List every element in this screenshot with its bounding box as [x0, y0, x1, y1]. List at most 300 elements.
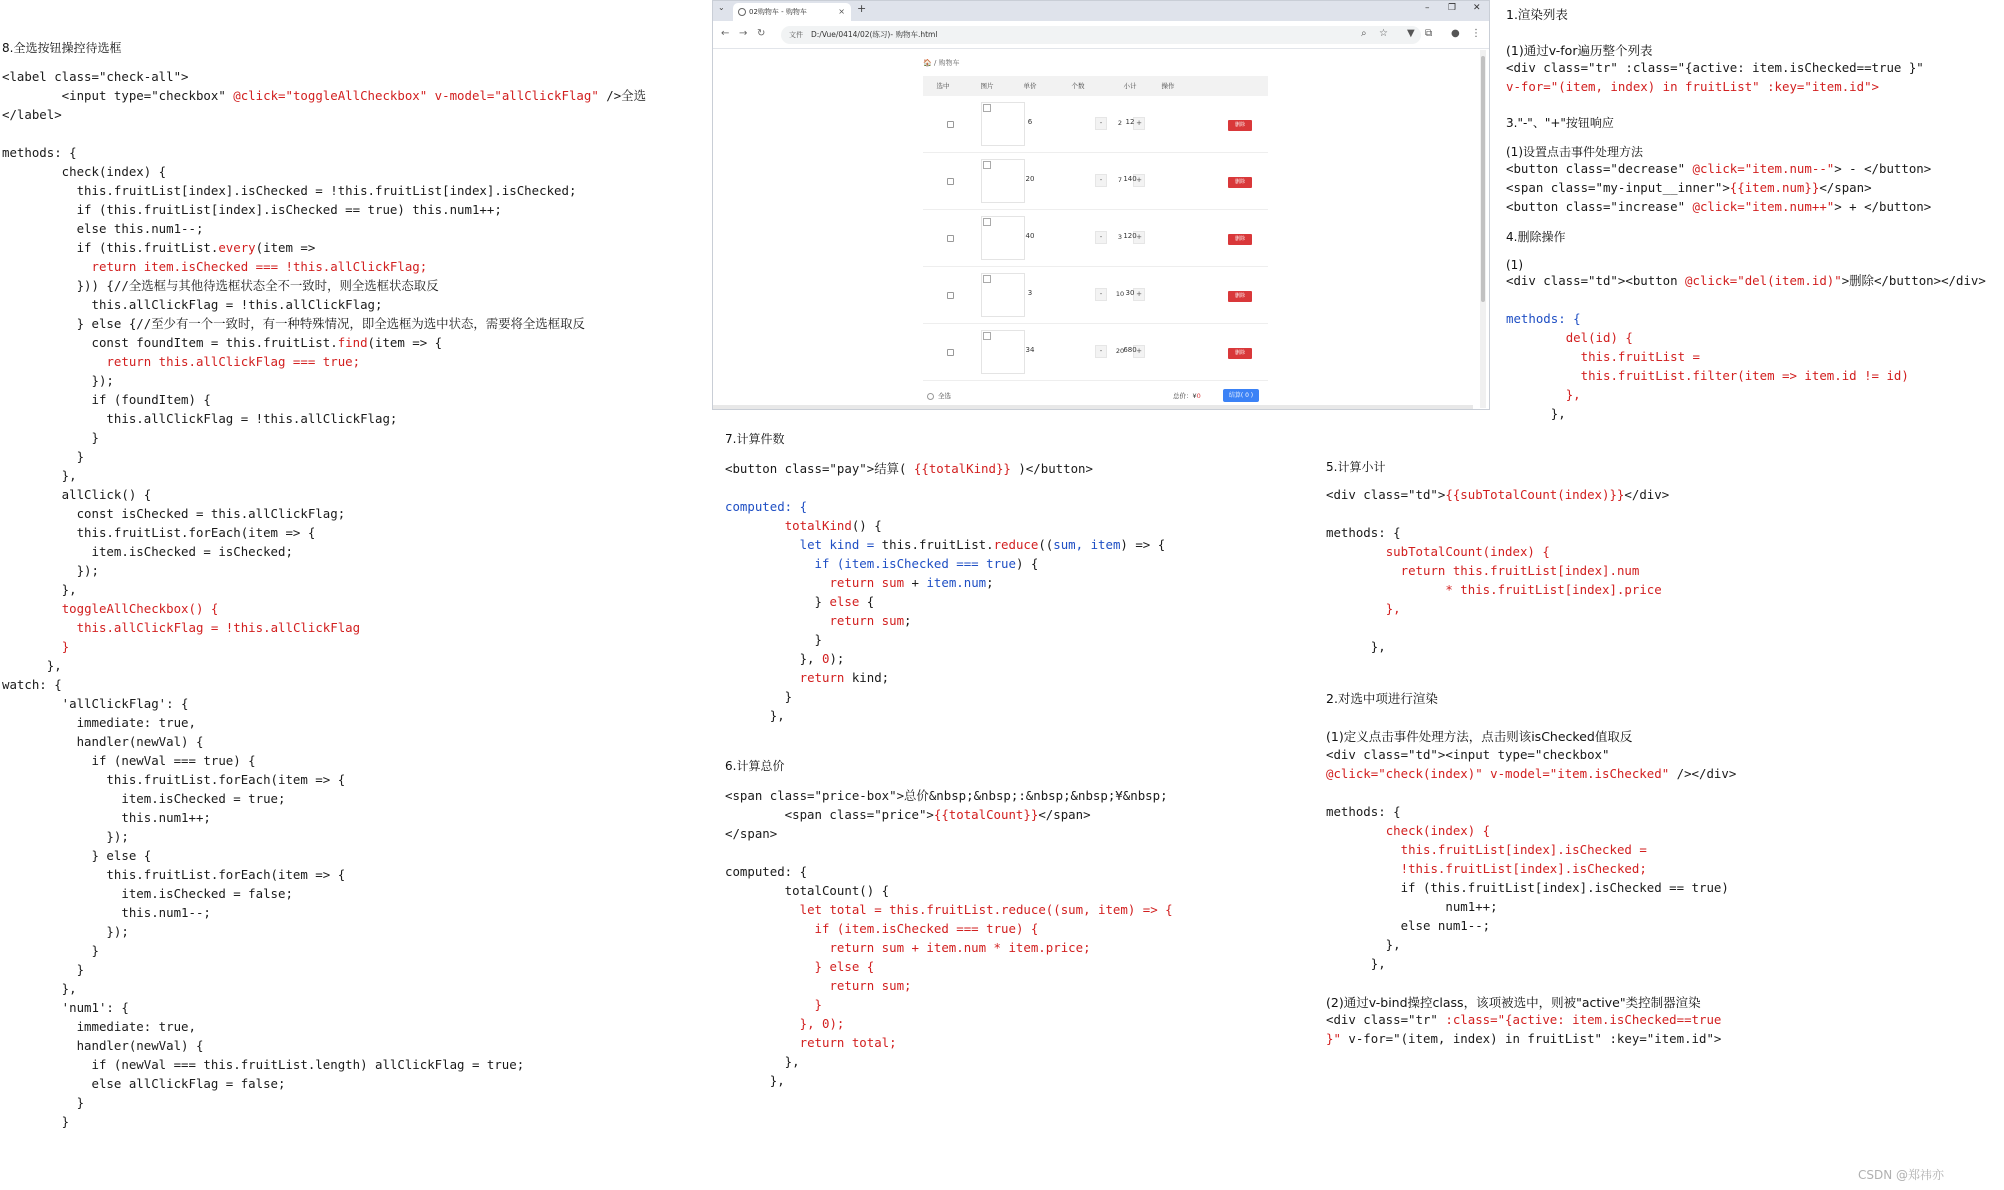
code-token: }: [2, 430, 99, 445]
code-line: [725, 995, 1173, 1014]
row-checkbox[interactable]: [947, 292, 954, 299]
code-token: [725, 978, 829, 993]
code-token: },: [1326, 639, 1386, 654]
globe-icon: [738, 8, 746, 16]
code-token: v-for="(item, index) in fruitList" :key="item.id">: [1340, 1031, 1722, 1046]
code-line: [725, 805, 1173, 824]
code-token: [2, 354, 106, 369]
code-token: [725, 959, 815, 974]
column-header: 操作: [1161, 82, 1175, 90]
code-token: return sum: [829, 613, 905, 628]
code-line: [2, 257, 646, 276]
delete-button[interactable]: 删除: [1228, 120, 1252, 131]
profile-icon[interactable]: ●: [1451, 28, 1460, 39]
code-token: [1326, 842, 1401, 857]
quantity-value: 10: [1115, 290, 1125, 298]
increase-button[interactable]: +: [1133, 174, 1145, 187]
code-line: [2, 846, 646, 865]
code-token: });: [2, 373, 114, 388]
code-line: [2, 1017, 646, 1036]
code-line: [2, 295, 646, 314]
code-line: [2, 67, 646, 86]
column-header: 选中: [936, 82, 950, 90]
zoom-icon[interactable]: ⌕: [1361, 28, 1367, 39]
code-line: [1506, 197, 1931, 216]
code-line: [1506, 290, 1986, 309]
delete-button[interactable]: 删除: [1228, 234, 1252, 245]
code-line: [1326, 802, 1736, 821]
code-token: <button class="decrease": [1506, 161, 1693, 176]
code-token: [725, 1035, 800, 1050]
code-token: </span>: [725, 826, 778, 841]
section-3-subtitle: (1)设置点击事件处理方法: [1506, 145, 1643, 159]
code-token: <div class="tr" :class="{active: item.isChecked==true }": [1506, 60, 1924, 75]
code-token: [725, 1016, 800, 1031]
product-image: [981, 330, 1025, 374]
code-token: reduce: [993, 537, 1039, 552]
section-1-subtitle: (1)通过v-for遍历整个列表: [1506, 43, 1653, 58]
star-icon[interactable]: ☆: [1379, 28, 1388, 39]
code-token: computed: {: [725, 499, 808, 514]
code-token: [725, 537, 800, 552]
code-token: return this.allClickFlag === true;: [106, 354, 361, 369]
code-token: return item.isChecked === !this.allClickFlag;: [91, 259, 428, 274]
code-line: [2, 352, 646, 371]
code-line: [2, 808, 646, 827]
code-token: [1326, 544, 1386, 559]
code-line: [2, 542, 646, 561]
code-token: } else {: [814, 959, 875, 974]
decrease-button[interactable]: -: [1095, 174, 1107, 187]
code-line: [2, 238, 646, 257]
product-image: [981, 273, 1025, 317]
code-line: [2, 124, 646, 143]
code-line: [725, 478, 1165, 497]
menu-icon[interactable]: ⋮: [1471, 28, 1481, 39]
code-token: check(index) {: [1385, 823, 1491, 838]
code-token: </label>: [2, 107, 62, 122]
code-line: [725, 919, 1173, 938]
section-2-subtitle: (1)定义点击事件处理方法，点击则该isChecked值取反: [1326, 729, 1633, 744]
code-line: [1326, 1010, 1721, 1029]
increase-button[interactable]: +: [1133, 231, 1145, 244]
code-token: if (this.fruitList[index].isChecked == true): [1326, 880, 1729, 895]
code-line: [2, 599, 646, 618]
code-token: else this.num1--;: [2, 221, 204, 236]
code-token: ) {: [1015, 556, 1039, 571]
code-token: [1326, 823, 1386, 838]
code-line: [725, 706, 1165, 725]
code-token: <div class="tr": [1326, 1012, 1446, 1027]
code-token: () {: [851, 518, 882, 533]
close-tab-icon[interactable]: ×: [838, 7, 845, 16]
code-token: (item => {: [367, 335, 443, 350]
section-4-title: 4.删除操作: [1506, 230, 1566, 244]
code-token: }: [2, 943, 99, 958]
code-token: methods: {: [2, 145, 77, 160]
code-line: [2, 143, 646, 162]
increase-button[interactable]: +: [1133, 345, 1145, 358]
code-token: let total = this.fruitList.reduce((sum, item) => {: [799, 902, 1173, 917]
code-token: if (item.isChecked === true: [814, 556, 1016, 571]
code-token: > - </button>: [1834, 161, 1932, 176]
code-token: [1506, 349, 1581, 364]
code-line: [1326, 745, 1736, 764]
code-token: subTotalCount(index) {: [1385, 544, 1550, 559]
unit-price: 20: [1025, 175, 1035, 183]
section-3-title: 3."-"、"+"按钮响应: [1506, 116, 1614, 130]
code-line: [1326, 916, 1736, 935]
code-line: [2, 276, 646, 295]
code-line: [725, 1052, 1173, 1071]
code-token: }: [2, 1114, 70, 1129]
code-token: const foundItem = this.fruitList.: [2, 335, 338, 350]
code-token: totalKind: [784, 518, 852, 533]
increase-button[interactable]: +: [1133, 288, 1145, 301]
code-token: },: [1565, 387, 1581, 402]
code-token: this.fruitList.: [881, 537, 994, 552]
code-token: </div>: [1624, 487, 1670, 502]
code-token: });: [2, 829, 129, 844]
scroll-thumb[interactable]: [1481, 56, 1485, 302]
browser-window: [712, 0, 1490, 410]
code-line: [2, 466, 646, 485]
code-line: [725, 611, 1165, 630]
code-line: [1326, 618, 1669, 637]
url-field[interactable]: [781, 26, 1421, 44]
code-token: [1326, 563, 1401, 578]
code-token: methods: {: [1326, 804, 1401, 819]
unit-price: 40: [1025, 232, 1035, 240]
code-token: watch: {: [2, 677, 62, 692]
code-line: [2, 523, 646, 542]
code-line: [2, 1112, 646, 1131]
delete-button[interactable]: 删除: [1228, 177, 1252, 188]
code-block-select-all: [2, 67, 646, 1131]
code-token: [725, 670, 800, 685]
maximize-icon[interactable]: ❐: [1448, 3, 1457, 13]
code-token: return sum;: [829, 978, 912, 993]
code-line: [725, 976, 1173, 995]
code-token: if (newVal === true) {: [2, 753, 256, 768]
decrease-button[interactable]: -: [1095, 288, 1107, 301]
code-line: [1506, 404, 1986, 423]
code-token: },: [725, 708, 785, 723]
code-token: item.isChecked = true;: [2, 791, 286, 806]
code-token: item.isChecked = false;: [2, 886, 293, 901]
table-header: [923, 76, 1268, 96]
code-token: }: [725, 632, 822, 647]
code-line: [2, 561, 646, 580]
code-line: [2, 789, 646, 808]
code-token: this.fruitList.filter(item => item.id != id): [1580, 368, 1909, 383]
section-4-subtitle: (1): [1506, 258, 1523, 272]
code-token: />全选: [598, 88, 646, 103]
code-line: [1326, 859, 1736, 878]
table-body: [923, 96, 1268, 381]
code-block-subtotal: [1326, 485, 1669, 656]
unit-price: 6: [1027, 118, 1033, 126]
code-token: {{totalKind}}: [913, 461, 1011, 476]
code-token: this.fruitList.forEach(item => {: [2, 525, 316, 540]
quantity-stepper: [1095, 231, 1145, 244]
row-checkbox[interactable]: [947, 178, 954, 185]
code-token: return: [799, 670, 845, 685]
code-token: 'num1': {: [2, 1000, 129, 1015]
code-token: <span class="my-input__inner">: [1506, 180, 1730, 195]
table-row: [923, 267, 1268, 324]
section-6-title: 6.计算总价: [725, 759, 785, 773]
url-text: D:/Vue/0414/02(练习)- 购物车.html: [811, 30, 938, 39]
code-line: [2, 447, 646, 466]
row-checkbox[interactable]: [947, 121, 954, 128]
code-line: [1506, 271, 1986, 290]
pay-button[interactable]: 结算( 0 ): [1223, 389, 1259, 402]
code-token: this.fruitList[index].isChecked =: [1400, 842, 1647, 857]
code-token: return total;: [799, 1035, 897, 1050]
product-image: [981, 102, 1025, 146]
code-token: {{item.num}}: [1729, 180, 1820, 195]
code-line: [725, 843, 1173, 862]
code-line: [1506, 77, 1924, 96]
code-line: [1326, 1029, 1721, 1048]
code-token: num1++;: [1326, 899, 1498, 914]
code-line: [2, 751, 646, 770]
code-line: [725, 459, 1165, 478]
code-token: every: [218, 240, 256, 255]
decrease-button[interactable]: -: [1095, 345, 1107, 358]
code-token: (item =>: [255, 240, 316, 255]
code-token: }, 0);: [799, 1016, 845, 1031]
code-token: [1506, 387, 1566, 402]
section-7-title: 7.计算件数: [725, 432, 785, 446]
code-token: },: [725, 1073, 785, 1088]
code-token: handler(newVal) {: [2, 734, 204, 749]
table-row: [923, 153, 1268, 210]
code-token: computed: {: [725, 864, 808, 879]
code-line: [2, 1074, 646, 1093]
quantity-value: 2: [1117, 119, 1123, 127]
horizontal-scrollbar[interactable]: [713, 405, 1473, 409]
code-token: } else {//至少有一个一致时，有一种特殊情况，即全选框为选中状态，需要将全选框取反: [2, 316, 585, 331]
code-token: ;: [904, 613, 912, 628]
delete-button[interactable]: 删除: [1228, 291, 1252, 302]
code-line: [2, 903, 646, 922]
row-checkbox[interactable]: [947, 349, 954, 356]
section-2-title: 2.对选中项进行渲染: [1326, 691, 1438, 706]
code-token: allClick() {: [2, 487, 152, 502]
code-token: <div class="td"><button: [1506, 273, 1686, 288]
code-token: }: [814, 997, 822, 1012]
code-token: else allClickFlag = false;: [2, 1076, 286, 1091]
code-token: },: [2, 468, 77, 483]
code-line: [725, 862, 1173, 881]
quantity-stepper: [1095, 288, 1145, 301]
code-token: @click="item.num++": [1692, 199, 1835, 214]
code-line: [1326, 485, 1669, 504]
code-token: this.num1--;: [2, 905, 211, 920]
code-token: );: [829, 651, 845, 666]
new-tab-icon[interactable]: +: [857, 2, 867, 15]
vertical-scrollbar[interactable]: [1480, 50, 1486, 408]
decrease-button[interactable]: -: [1095, 231, 1107, 244]
code-token: },: [2, 658, 62, 673]
code-token: methods: {: [1506, 311, 1581, 326]
tab-dropdown-icon[interactable]: ⌄: [718, 3, 725, 12]
code-token: [1326, 861, 1401, 876]
subtotal: 120: [1123, 232, 1137, 240]
code-block-total-kind: [725, 459, 1165, 725]
code-token: find: [337, 335, 368, 350]
code-line: [725, 592, 1165, 611]
code-line: [725, 1033, 1173, 1052]
code-token: }": [1326, 1031, 1341, 1046]
code-token: },: [1326, 956, 1386, 971]
code-token: @click="check(index)" v-model="item.isChecked": [1326, 766, 1670, 781]
code-line: [2, 884, 646, 903]
code-line: [2, 618, 646, 637]
code-token: if (this.fruitList[index].isChecked == true) this.num1++;: [2, 202, 502, 217]
code-line: [1506, 178, 1931, 197]
code-line: [2, 1036, 646, 1055]
code-token: },: [725, 1054, 800, 1069]
code-token: del(id) {: [1565, 330, 1633, 345]
code-block-delete: [1506, 271, 1986, 423]
code-line: [1326, 580, 1669, 599]
code-token: :class="{active: item.isChecked==true: [1445, 1012, 1722, 1027]
product-image: [981, 159, 1025, 203]
code-line: [725, 516, 1165, 535]
unit-price: 34: [1025, 346, 1035, 354]
total-price: [1173, 391, 1201, 400]
code-line: [1326, 897, 1736, 916]
code-line: [2, 865, 646, 884]
code-token: let kind =: [799, 537, 882, 552]
code-line: [1506, 58, 1924, 77]
quantity-value: 3: [1117, 233, 1123, 241]
file-info-badge[interactable]: 文件: [789, 31, 803, 39]
code-line: [1506, 366, 1986, 385]
code-line: [725, 497, 1165, 516]
broken-image-icon: [983, 275, 991, 283]
code-line: [1326, 523, 1669, 542]
code-line: [2, 219, 646, 238]
code-token: item.num: [926, 575, 987, 590]
code-token: )</button>: [1010, 461, 1093, 476]
code-line: [2, 998, 646, 1017]
code-line: [2, 941, 646, 960]
code-token: <input type="checkbox": [2, 88, 234, 103]
code-token: >删除</button></div>: [1841, 273, 1986, 288]
code-token: [725, 997, 815, 1012]
code-token: 0: [821, 651, 830, 666]
column-header: 图片: [980, 82, 994, 90]
column-header: 小计: [1123, 82, 1137, 90]
forward-icon[interactable]: →: [739, 28, 748, 39]
code-block-check: [1326, 745, 1736, 973]
code-line: [1326, 561, 1669, 580]
section-2-subtitle-2: (2)通过v-bind操控class，该项被选中，则被"active"类控制器渲染: [1326, 995, 1701, 1010]
subtotal: 30: [1125, 289, 1135, 297]
code-line: [725, 630, 1165, 649]
code-token: kind;: [844, 670, 890, 685]
code-token: handler(newVal) {: [2, 1038, 204, 1053]
code-token: {{totalCount}}: [933, 807, 1039, 822]
code-line: [725, 649, 1165, 668]
reload-icon[interactable]: ↻: [757, 28, 766, 39]
code-line: [1326, 504, 1669, 523]
decrease-button[interactable]: -: [1095, 117, 1107, 130]
code-token: return sum: [829, 575, 905, 590]
cart-page: [713, 50, 1489, 408]
close-window-icon[interactable]: ✕: [1473, 3, 1481, 13]
puzzle-icon[interactable]: ⧉: [1425, 28, 1433, 39]
subtotal: 680: [1123, 346, 1137, 354]
code-token: this.fruitList.forEach(item => {: [2, 867, 346, 882]
code-line: [2, 770, 646, 789]
code-token: {: [859, 594, 875, 609]
code-token: },: [725, 651, 822, 666]
delete-button[interactable]: 删除: [1228, 348, 1252, 359]
code-token: const isChecked = this.allClickFlag;: [2, 506, 346, 521]
code-token: <div class="td">: [1326, 487, 1446, 502]
code-token: }: [2, 1095, 85, 1110]
code-block-active-class: [1326, 1010, 1721, 1048]
back-icon[interactable]: ←: [721, 28, 730, 39]
code-line: [2, 390, 646, 409]
code-line: [725, 535, 1165, 554]
code-token: [725, 940, 829, 955]
extension-icon[interactable]: ▼: [1407, 28, 1415, 39]
code-token: if (item.isChecked === true) {: [814, 921, 1039, 936]
total-label: 总价：¥: [1173, 392, 1197, 400]
watermark: CSDN @郑祎亦: [1858, 1168, 1945, 1182]
code-line: [2, 314, 646, 333]
increase-button[interactable]: +: [1133, 117, 1145, 130]
code-line: [2, 333, 646, 352]
row-checkbox[interactable]: [947, 235, 954, 242]
code-token: },: [2, 981, 77, 996]
code-line: [2, 181, 646, 200]
code-line: [2, 371, 646, 390]
select-all-label: 全选: [938, 392, 951, 400]
code-token: <span class="price-box">总价&nbsp;&nbsp;:&nbsp;&nbsp;¥&nbsp;: [725, 788, 1168, 803]
minimize-icon[interactable]: –: [1425, 3, 1430, 13]
browser-tab[interactable]: [733, 3, 851, 21]
broken-image-icon: [983, 161, 991, 169]
code-line: [725, 554, 1165, 573]
select-all-checkbox[interactable]: [927, 393, 934, 400]
code-line: [2, 1093, 646, 1112]
cart-table: [923, 76, 1268, 381]
code-token: this.allClickFlag = !this.allClickFlag;: [2, 411, 398, 426]
code-line: [1506, 309, 1986, 328]
code-block-total-count: [725, 786, 1173, 1090]
product-image: [981, 216, 1025, 260]
code-token: },: [2, 582, 77, 597]
broken-image-icon: [983, 332, 991, 340]
quantity-value: 7: [1117, 176, 1123, 184]
table-row: [923, 210, 1268, 267]
quantity-stepper: [1095, 174, 1145, 187]
broken-image-icon: [983, 218, 991, 226]
total-value: 0: [1196, 392, 1201, 400]
code-token: <button class="increase": [1506, 199, 1693, 214]
code-token: > + </button>: [1834, 199, 1932, 214]
code-token: }: [61, 639, 70, 654]
code-line: [1506, 385, 1986, 404]
quantity-stepper: [1095, 117, 1145, 130]
